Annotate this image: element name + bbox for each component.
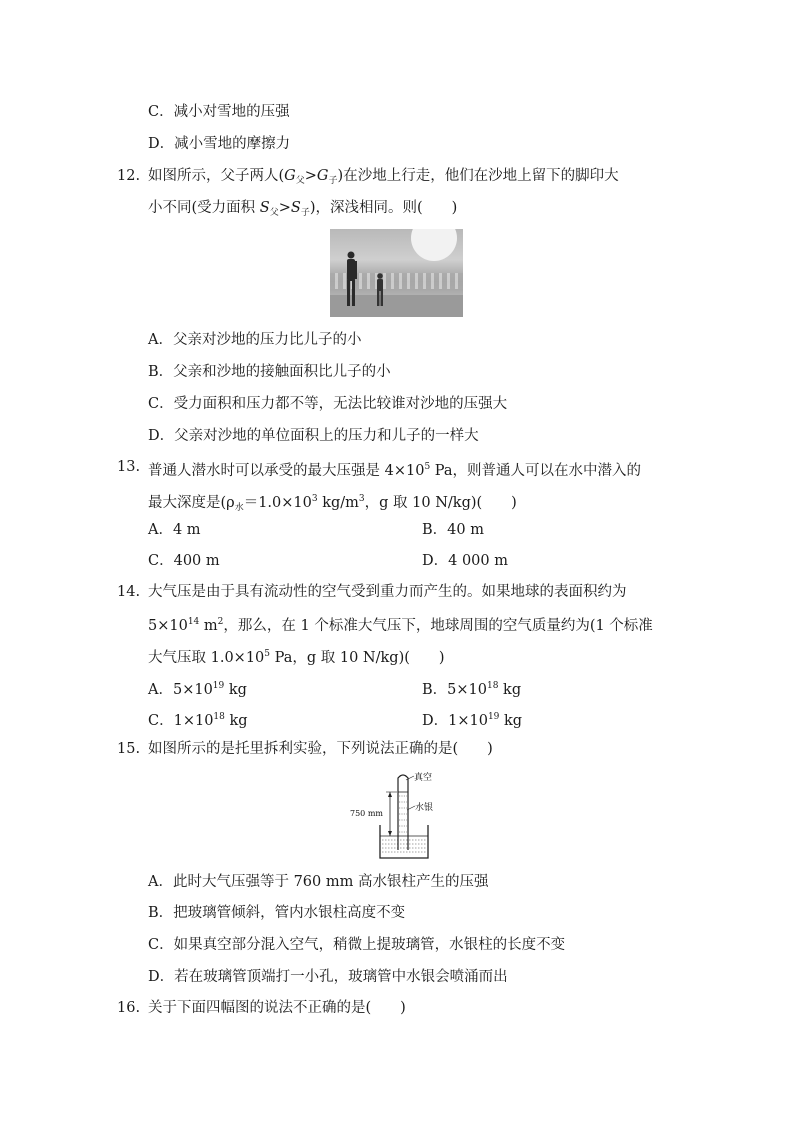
vacuum-label: 真空 bbox=[414, 773, 433, 783]
q11-option-d: D．减小雪地的摩擦力 bbox=[148, 136, 291, 152]
q12-option-c: C．受力面积和压力都不等，无法比较谁对沙地的压强大 bbox=[148, 396, 508, 412]
q16-number: 16. bbox=[117, 1000, 141, 1016]
q12-stem-line2: 小不同(受力面积 $S_父>S_子$)，深浅相同。则( ) bbox=[148, 200, 458, 218]
q14-stem-line3: 大气压取 $1.0\times 10^5$ Pa，g 取 10 N/kg)( ) bbox=[148, 649, 445, 666]
q14-number: 14. bbox=[117, 584, 141, 600]
q12-stem-line1: 如图所示，父子两人$(G_父>G_子)$在沙地上行走，他们在沙地上留下的脚印大 bbox=[148, 168, 619, 186]
q14-option-c: C．$1\times 10^{18}$ kg bbox=[148, 712, 248, 729]
q13-number: 13. bbox=[117, 459, 141, 475]
father-son-beach-photo bbox=[330, 229, 463, 317]
q12-option-d: D．父亲对沙地的单位面积上的压力和儿子的一样大 bbox=[148, 428, 479, 444]
q14-stem-line1: 大气压是由于具有流动性的空气受到重力而产生的。如果地球的表面积约为 bbox=[148, 584, 627, 600]
q13-option-a: A．4 m bbox=[148, 522, 201, 538]
q12-option-b: B．父亲和沙地的接触面积比儿子的小 bbox=[148, 364, 391, 380]
q12-number: 12. bbox=[117, 168, 141, 184]
q13-stem-line1: 普通人潜水时可以承受的最大压强是 $4\times 10^5$ Pa，则普通人可以在水中潜入的 bbox=[148, 462, 642, 479]
q13-option-b: B．40 m bbox=[422, 522, 484, 538]
q14-stem-line2: $5\times 10^{14}$ $m^2$，那么，在 1 个标准大气压下，地球周围的空气质量约为(1 个标准 bbox=[148, 617, 653, 634]
q15-option-a: A．此时大气压强等于 760 mm 高水银柱产生的压强 bbox=[148, 874, 489, 890]
q11-option-c: C．减小对雪地的压强 bbox=[148, 104, 290, 120]
torricelli-experiment-diagram bbox=[350, 770, 440, 862]
q15-stem: 如图所示的是托里拆利实验，下列说法正确的是( ) bbox=[148, 741, 493, 757]
q15-number: 15. bbox=[117, 741, 141, 757]
q15-option-c: C．如果真空部分混入空气，稍微上提玻璃管，水银柱的长度不变 bbox=[148, 937, 566, 953]
height-label: 750 mm bbox=[350, 809, 383, 818]
q13-stem-line2: 最大深度是($\rho_水=1.0\times 10^3$ $kg/m^3$，g 取 10 N/kg)( ) bbox=[148, 494, 517, 513]
q14-option-b: B．$5\times 10^{18}$ kg bbox=[422, 681, 522, 698]
q14-option-d: D．$1\times 10^{19}$ kg bbox=[422, 712, 523, 729]
q12-option-a: A．父亲对沙地的压力比儿子的小 bbox=[148, 332, 362, 348]
q15-option-d: D．若在玻璃管顶端打一小孔，玻璃管中水银会喷涌而出 bbox=[148, 969, 508, 985]
q16-stem: 关于下面四幅图的说法不正确的是( ) bbox=[148, 1000, 406, 1016]
q13-option-d: D．4 000 m bbox=[422, 553, 508, 569]
q13-option-c: C．400 m bbox=[148, 553, 220, 569]
q14-option-a: A．$5\times 10^{19}$ kg bbox=[148, 681, 247, 698]
q15-option-b: B．把玻璃管倾斜，管内水银柱高度不变 bbox=[148, 905, 406, 921]
mercury-label: 水银 bbox=[415, 803, 434, 813]
